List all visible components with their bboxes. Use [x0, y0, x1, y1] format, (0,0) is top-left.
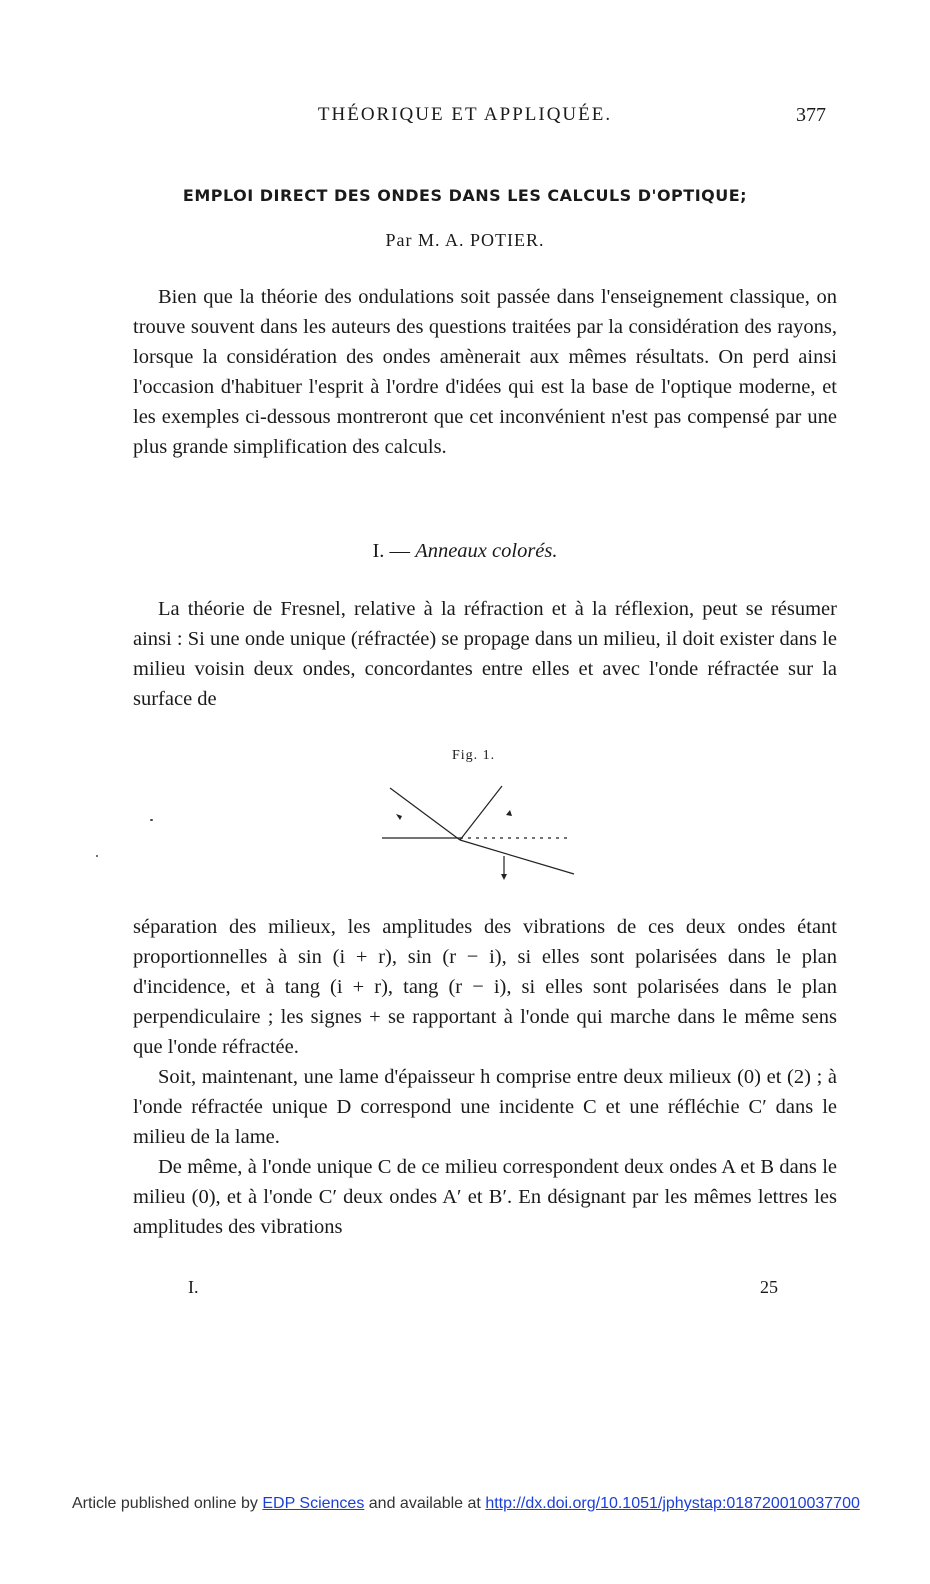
refracted-wave: [460, 840, 574, 874]
signature-number: 25: [760, 1277, 778, 1297]
reflected-wave: [460, 786, 502, 840]
doi-link[interactable]: http://dx.doi.org/10.1051/jphystap:018720010037700: [485, 1495, 860, 1512]
notice-prefix: Article published online by: [72, 1495, 258, 1512]
lame-paragraph: Soit, maintenant, une lame d'épaisseur h comprise entre deux milieux (0) et (2) ; à l'onde réfractée unique D correspond une incidente C et une réfléchie C′ dans le milieu de la lame.: [133, 1066, 837, 1148]
byline: Par M. A. POTIER.: [385, 230, 545, 250]
page-number: 377: [796, 104, 826, 126]
intro-paragraph: [133, 282, 837, 462]
section-number: I. —: [372, 540, 411, 562]
fresnel-paragraph: La théorie de Fresnel, relative à la réfraction et à la réflexion, peut se résumer ainsi : Si une onde unique (réfractée) se propage dans un milieu, il doit exister dans le milieu voisin deux ondes, concordantes entre elles et avec l'onde réfractée sur la surface de: [133, 598, 837, 710]
publisher-link[interactable]: EDP Sciences: [262, 1495, 365, 1512]
reflected-arrow-icon: [506, 810, 512, 816]
signature-mark: I.: [188, 1277, 199, 1297]
article-title: EMPLOI DIRECT DES ONDES DANS LES CALCULS D'OPTIQUE;: [182, 186, 748, 205]
figure-1-diagram: [380, 776, 580, 886]
publication-notice: [72, 1495, 902, 1513]
paragraph-before-figure: [133, 594, 837, 714]
print-speck: [96, 855, 98, 857]
incident-arrow-icon: [396, 814, 402, 820]
section-title: Anneaux colorés.: [415, 540, 558, 562]
refracted-arrow-icon: [501, 874, 507, 880]
figure-caption: Fig. 1.: [452, 748, 496, 763]
intro-text: Bien que la théorie des ondulations soit passée dans l'enseignement classique, on trouve souvent dans les auteurs des questions traitées par la considération des rayons, lorsque la considération des ondes amènerait aux mêmes résultats. On perd ainsi l'occasion d'habituer l'esprit à l'ordre d'idées qui est la base de l'optique moderne, et les exemples ci-dessous montreront que cet inconvénient n'est pas compensé par une plus grande simplification des calculs.: [133, 286, 837, 458]
paragraphs-after-figure: [133, 912, 837, 1242]
notice-middle: and available at: [368, 1495, 481, 1512]
ondes-paragraph: De même, à l'onde unique C de ce milieu correspondent deux ondes A et B dans le milieu (0), et à l'onde C′ deux ondes A′ et B′. En désignant par les mêmes lettres les amplitudes des vibrations: [133, 1156, 837, 1238]
print-speck: [150, 819, 153, 821]
running-head: THÉORIQUE ET APPLIQUÉE.: [317, 104, 613, 125]
incident-wave: [390, 788, 460, 840]
separation-paragraph: séparation des milieux, les amplitudes des vibrations de ces deux ondes étant proportionnelles à sin (i + r), sin (r − i), si elles sont polarisées dans le plan d'incidence, et à tang (i + r), tang (r − i), si elles sont polarisées dans le plan perpendiculaire ; les signes + se rapportant à l'onde qui marche dans le même sens que l'onde réfractée.: [133, 916, 837, 1058]
section-heading: [0, 540, 930, 563]
